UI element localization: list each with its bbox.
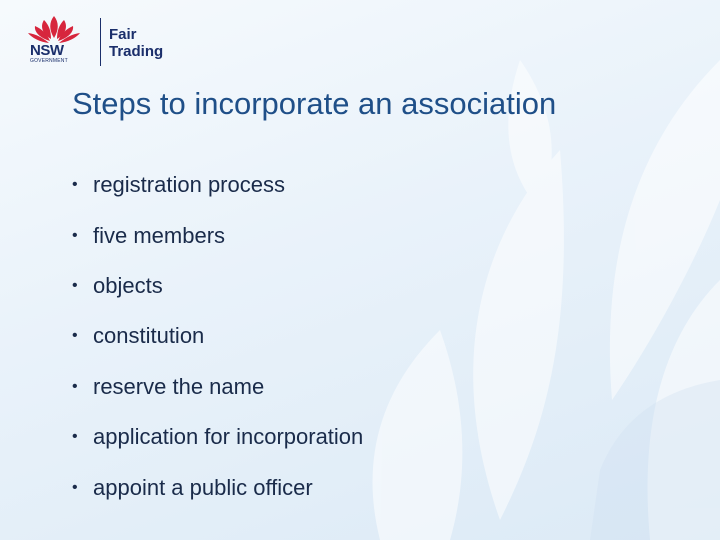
bullet-marker: • (72, 428, 78, 446)
bullet-marker: • (72, 176, 78, 194)
bullet-item (72, 462, 363, 512)
nsw-fair-trading-logo (24, 14, 164, 68)
bullet-item (72, 160, 363, 210)
bullet-item (72, 261, 363, 311)
bullet-list (72, 160, 363, 513)
bullet-item (72, 412, 363, 462)
bullet-text: five members (93, 222, 226, 248)
logo-brand-line-2: Trading (109, 43, 164, 60)
bullet-item (72, 311, 363, 361)
bullet-text: appoint a public officer (93, 474, 313, 500)
logo-nsw-text: NSW (30, 42, 64, 59)
logo-brand-name (109, 26, 163, 60)
bullet-marker: • (72, 478, 78, 496)
bullet-text: registration process (93, 172, 285, 198)
bullet-text: objects (93, 272, 163, 298)
bullet-text: constitution (93, 323, 205, 349)
bullet-marker: • (72, 276, 78, 294)
logo-divider (100, 18, 101, 66)
bullet-marker: • (72, 327, 78, 345)
logo-government-text: GOVERNMENT (30, 58, 68, 64)
bullet-item (72, 362, 363, 412)
bullet-marker: • (72, 377, 78, 395)
bullet-text: reserve the name (93, 373, 265, 399)
bullet-marker: • (72, 226, 78, 244)
logo-brand-line-1: Fair (109, 26, 137, 43)
slide-title: Steps to incorporate an association (72, 86, 557, 121)
bullet-text: application for incorporation (93, 424, 364, 450)
bullet-item (72, 210, 363, 260)
waratah-icon (24, 14, 84, 44)
